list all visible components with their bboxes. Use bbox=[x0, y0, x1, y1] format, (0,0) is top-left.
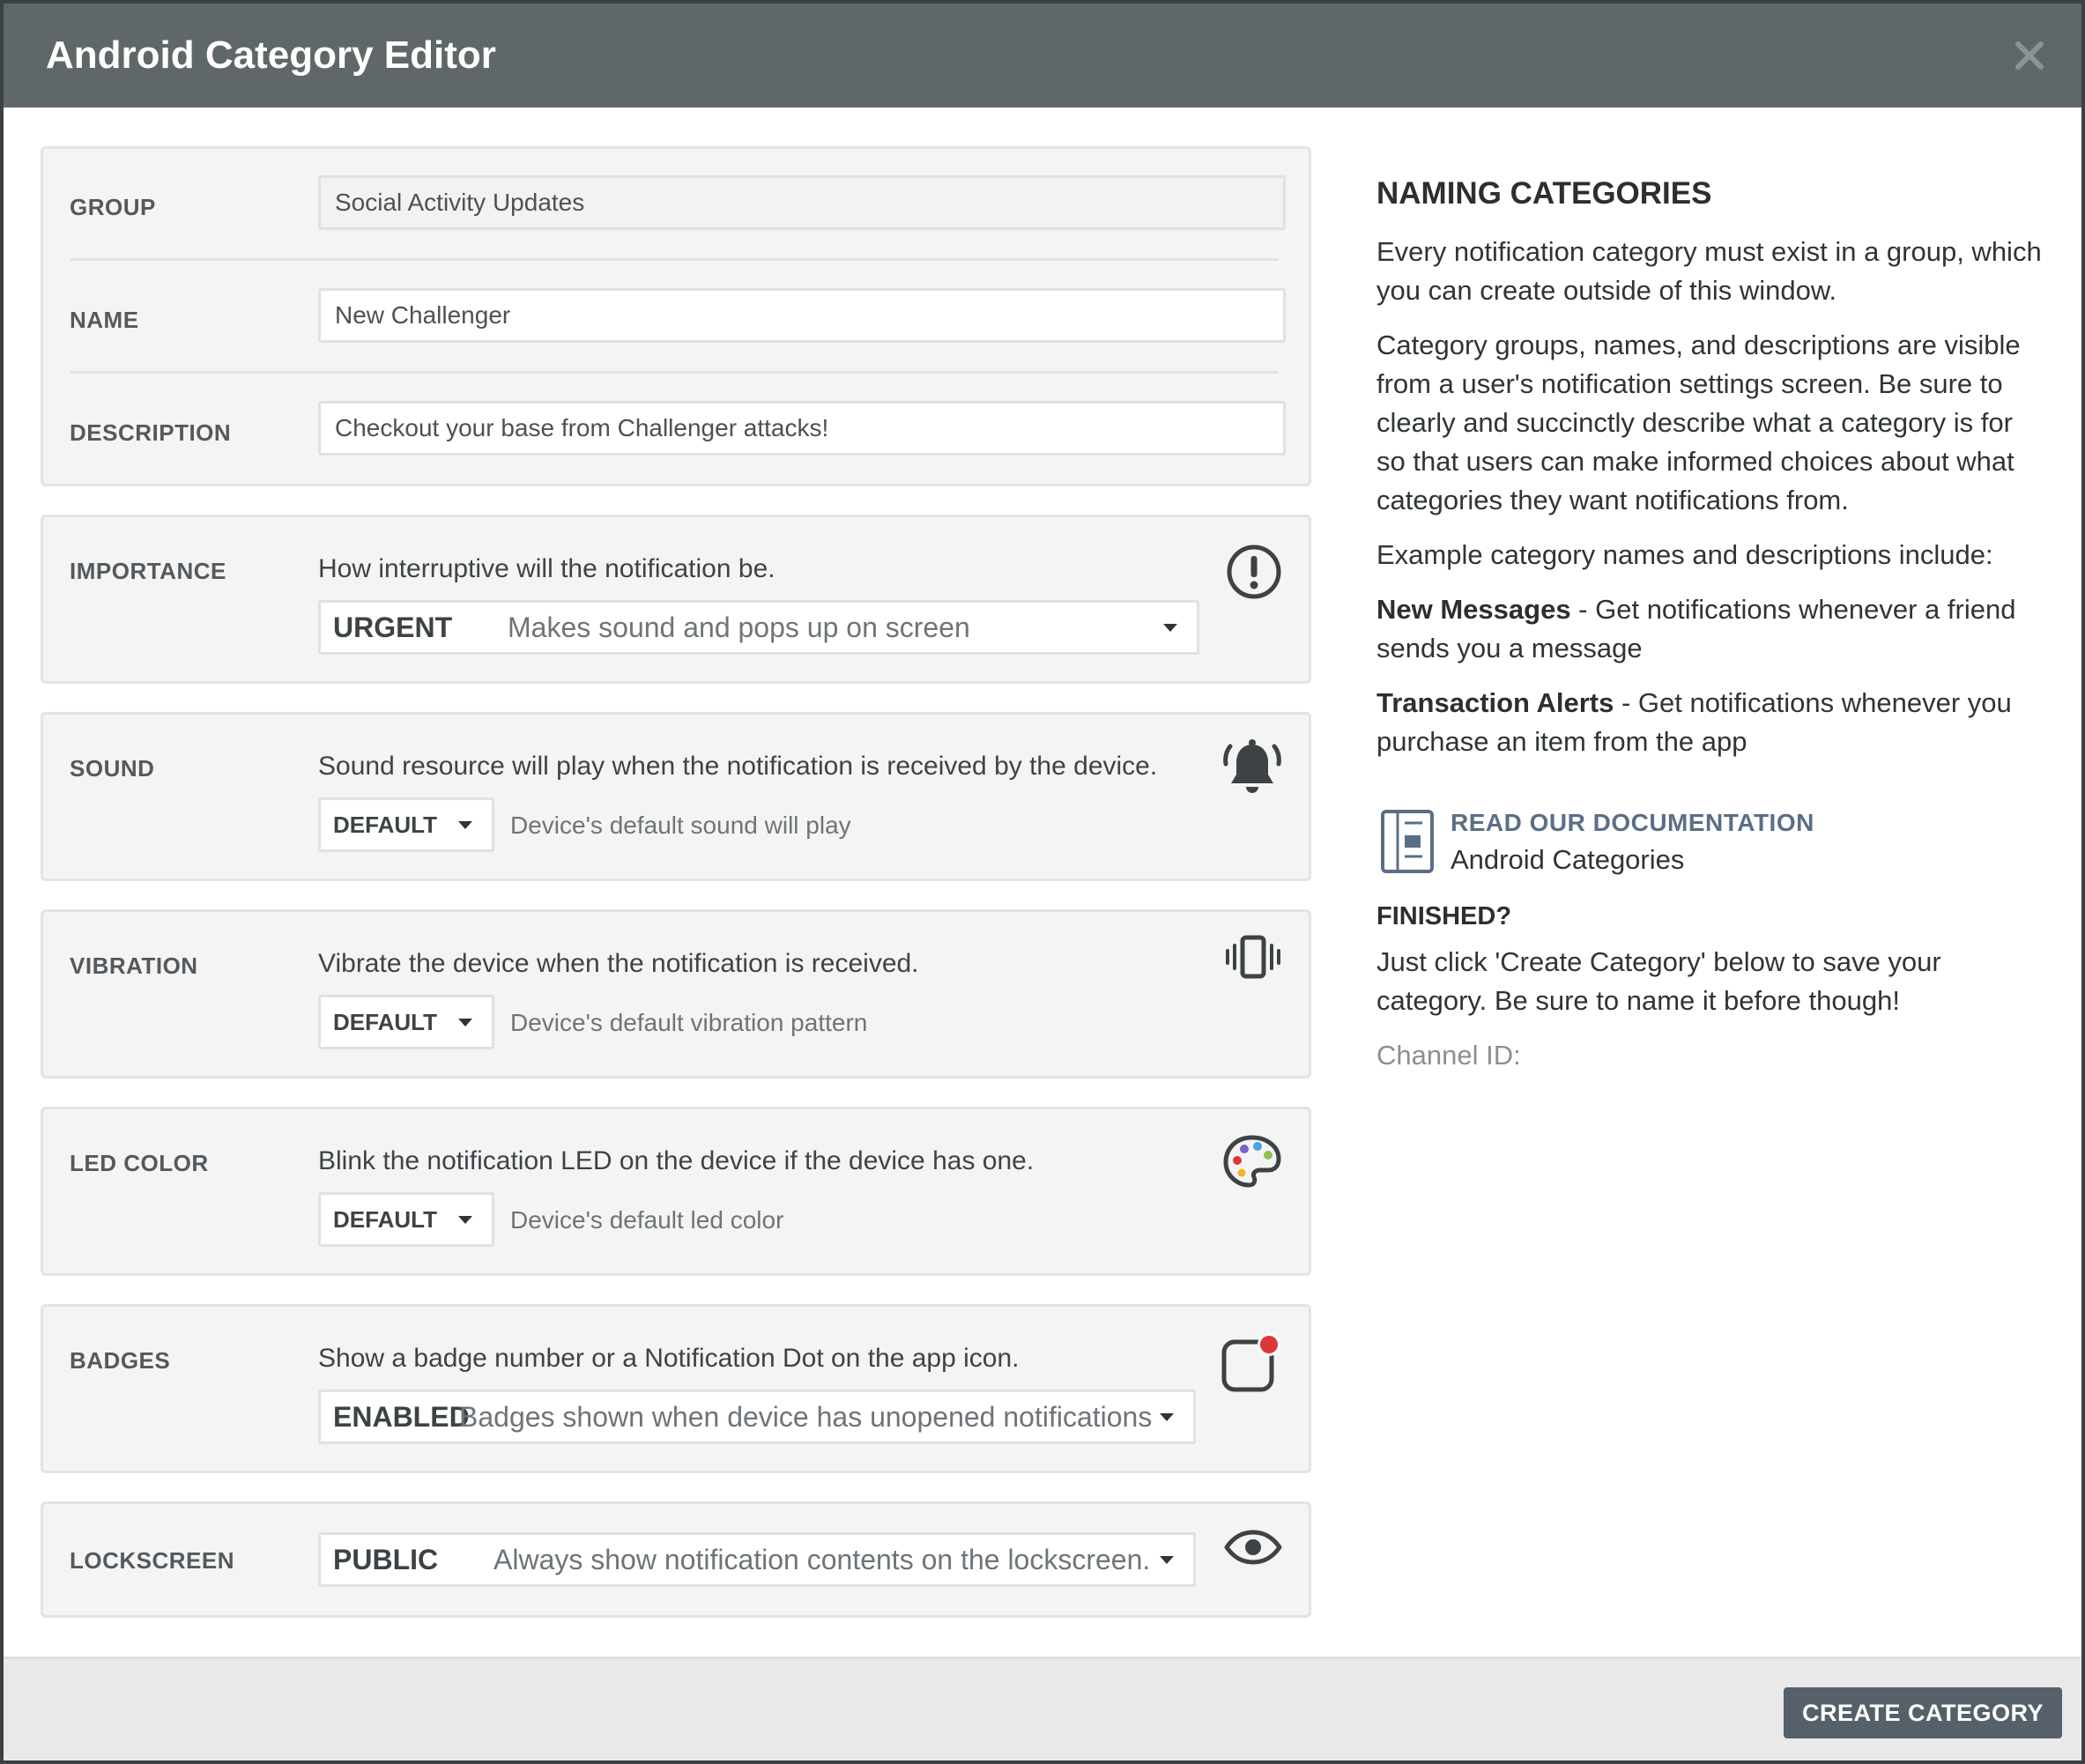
app-badge-icon bbox=[1221, 1331, 1282, 1393]
dialog-footer bbox=[4, 1657, 2081, 1760]
badges-help: Show a badge number or a Notification Dot on the app icon. bbox=[318, 1344, 1020, 1373]
led-color-select[interactable] bbox=[318, 1192, 494, 1247]
lockscreen-label: LOCKSCREEN bbox=[70, 1547, 235, 1574]
example-transaction-alerts bbox=[1376, 684, 2046, 761]
vibration-select[interactable] bbox=[318, 995, 494, 1049]
divider bbox=[70, 371, 1279, 374]
sound-select[interactable] bbox=[318, 797, 494, 852]
lockscreen-value: PUBLIC bbox=[333, 1544, 439, 1575]
led-color-help: Blink the notification LED on the device if the device has one. bbox=[318, 1146, 1035, 1175]
eye-icon bbox=[1224, 1529, 1282, 1566]
sound-value: DEFAULT bbox=[333, 812, 437, 838]
badges-label: BADGES bbox=[70, 1347, 171, 1374]
basic-info-card bbox=[41, 146, 1311, 486]
help-paragraph: Example category names and descriptions include: bbox=[1376, 539, 1993, 570]
importance-card bbox=[41, 515, 1311, 684]
led-color-card bbox=[41, 1107, 1311, 1276]
vibration-card bbox=[41, 909, 1311, 1078]
lockscreen-value-desc: Always show notification contents on the lockscreen. bbox=[493, 1544, 1151, 1575]
badges-card bbox=[41, 1304, 1311, 1473]
importance-label: IMPORTANCE bbox=[70, 558, 226, 584]
chevron-down-icon bbox=[1160, 1556, 1174, 1564]
led-color-value: DEFAULT bbox=[333, 1206, 437, 1233]
sound-card bbox=[41, 712, 1311, 881]
led-color-hint: Device's default led color bbox=[510, 1206, 784, 1234]
chevron-down-icon bbox=[1163, 624, 1177, 632]
phone-vibrate-icon bbox=[1224, 935, 1282, 981]
badges-select[interactable] bbox=[318, 1390, 1196, 1444]
group-field[interactable] bbox=[318, 175, 1286, 230]
bell-ringing-icon bbox=[1222, 737, 1282, 799]
badges-value: ENABLED bbox=[333, 1401, 470, 1433]
divider bbox=[70, 258, 1279, 261]
help-paragraph: Category groups, names, and descriptions are visible from a user's notification settings screen. Be sure to clearly and succinctly describe what a category is for so that users can make informed choices about what categories they want notifications from. bbox=[1376, 330, 2021, 515]
chevron-down-icon bbox=[1160, 1413, 1174, 1421]
help-paragraph: Every notification category must exist in a group, which you can create outside of this window. bbox=[1376, 236, 2042, 306]
importance-value-desc: Makes sound and pops up on screen bbox=[508, 611, 970, 643]
naming-heading: NAMING CATEGORIES bbox=[1376, 176, 1712, 211]
led-color-label: LED COLOR bbox=[70, 1150, 209, 1176]
example-title: New Messages bbox=[1376, 594, 1571, 625]
palette-icon bbox=[1222, 1134, 1282, 1189]
description-label: DESCRIPTION bbox=[70, 419, 232, 446]
close-icon[interactable] bbox=[2007, 33, 2052, 78]
vibration-value: DEFAULT bbox=[333, 1009, 437, 1035]
chevron-down-icon bbox=[458, 821, 472, 829]
sound-help: Sound resource will play when the notification is received by the device. bbox=[318, 752, 1158, 781]
vibration-help: Vibrate the device when the notification is received. bbox=[318, 949, 919, 978]
chevron-down-icon bbox=[458, 1019, 472, 1027]
documentation-link[interactable] bbox=[1376, 805, 2046, 876]
importance-value: URGENT bbox=[333, 611, 453, 643]
dialog-title: Android Category Editor bbox=[46, 33, 496, 77]
vibration-label: VIBRATION bbox=[70, 952, 198, 979]
example-new-messages bbox=[1376, 590, 2046, 668]
category-editor-dialog bbox=[4, 4, 2081, 1760]
create-category-button[interactable]: CREATE CATEGORY bbox=[1784, 1687, 2062, 1738]
vibration-hint: Device's default vibration pattern bbox=[510, 1009, 868, 1036]
document-icon bbox=[1380, 809, 1435, 874]
example-text: - Get notifications whenever a friend sends you a message bbox=[1376, 594, 2016, 663]
channel-id-label: Channel ID: bbox=[1376, 1040, 1521, 1071]
name-label: NAME bbox=[70, 307, 139, 333]
name-field[interactable] bbox=[318, 288, 1286, 343]
importance-help: How interruptive will the notification be. bbox=[318, 554, 775, 583]
sound-hint: Device's default sound will play bbox=[510, 812, 851, 839]
documentation-subtitle: Android Categories bbox=[1451, 844, 1685, 875]
documentation-title: READ OUR DOCUMENTATION bbox=[1451, 809, 1814, 836]
example-text: - Get notifications whenever you purchase an item from the app bbox=[1376, 687, 2012, 757]
chevron-down-icon bbox=[458, 1216, 472, 1224]
alert-circle-icon bbox=[1226, 544, 1282, 600]
finished-text: Just click 'Create Category' below to save your category. Be sure to name it before though! bbox=[1376, 946, 1941, 1016]
example-title: Transaction Alerts bbox=[1376, 687, 1614, 718]
lockscreen-card bbox=[41, 1501, 1311, 1618]
dialog-titlebar bbox=[4, 4, 2081, 107]
sound-label: SOUND bbox=[70, 755, 155, 782]
group-label: GROUP bbox=[70, 194, 156, 220]
importance-select[interactable] bbox=[318, 600, 1199, 655]
description-field[interactable] bbox=[318, 401, 1286, 456]
lockscreen-select[interactable] bbox=[318, 1532, 1196, 1587]
finished-heading: FINISHED? bbox=[1376, 902, 1512, 930]
badges-value-desc: Badges shown when device has unopened notifications bbox=[459, 1401, 1153, 1433]
